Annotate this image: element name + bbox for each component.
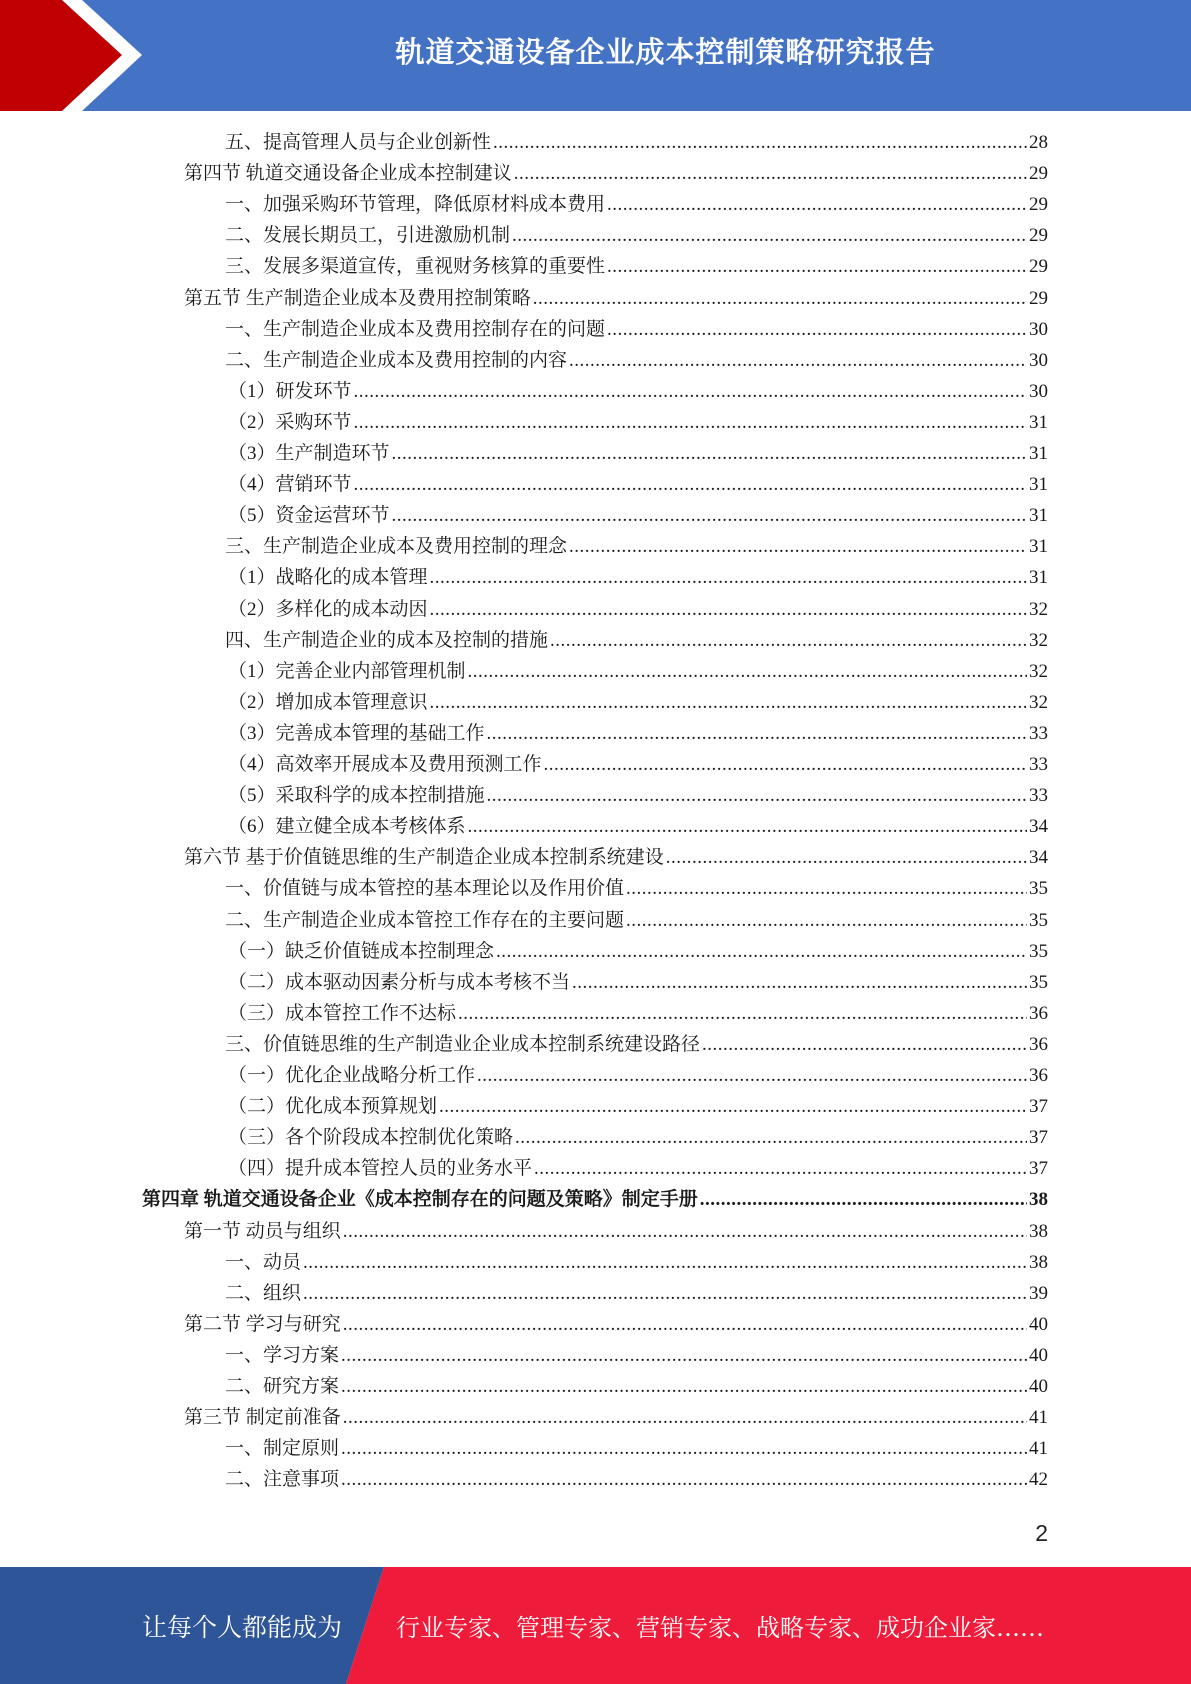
toc-entry[interactable] <box>228 749 1048 780</box>
toc-entry[interactable] <box>225 1247 1048 1278</box>
toc-dot-leader <box>343 1309 1027 1340</box>
toc-entry-page: 36 <box>1029 1002 1048 1024</box>
toc-entry[interactable] <box>228 1060 1048 1091</box>
toc-dot-leader <box>607 314 1027 345</box>
toc-entry[interactable] <box>225 189 1048 220</box>
toc-entry[interactable] <box>228 780 1048 811</box>
toc-entry[interactable] <box>184 283 1048 314</box>
toc-dot-leader <box>458 998 1027 1029</box>
toc-entry[interactable] <box>225 1278 1048 1309</box>
toc-dot-leader <box>702 1029 1027 1060</box>
toc-entry-page: 42 <box>1029 1469 1048 1491</box>
toc-dot-leader <box>341 1464 1027 1495</box>
toc-entry-title: （1）研发环节 <box>228 380 352 402</box>
footer-slogan-left: 让每个人都能成为 <box>142 1612 343 1642</box>
toc-entry-title: 一、学习方案 <box>225 1344 340 1366</box>
toc-entry-title: 三、价值链思维的生产制造业企业成本控制系统建设路径 <box>225 1033 701 1055</box>
toc-entry-title: （三）各个阶段成本控制优化策略 <box>228 1127 514 1149</box>
toc-entry[interactable] <box>228 500 1048 531</box>
toc-entry-title: 第六节 基于价值链思维的生产制造企业成本控制系统建设 <box>184 847 664 869</box>
toc-entry-title: （二）成本驱动因素分析与成本考核不当 <box>228 971 571 993</box>
toc-entry-title: （3）完善成本管理的基础工作 <box>228 722 485 744</box>
toc-entry-page: 31 <box>1029 443 1048 464</box>
toc-dot-leader <box>430 594 1027 625</box>
toc-dot-leader <box>430 687 1027 718</box>
toc-entry-title: 第四节 轨道交通设备企业成本控制建议 <box>184 163 512 185</box>
toc-entry-page: 30 <box>1029 380 1048 402</box>
toc-entry-title: （2）多样化的成本动因 <box>228 598 428 620</box>
toc-entry-page: 31 <box>1029 474 1048 496</box>
toc-dot-leader <box>430 562 1027 593</box>
toc-entry[interactable] <box>225 873 1048 904</box>
toc-dot-leader <box>607 251 1027 282</box>
toc-entry-page: 33 <box>1029 722 1048 744</box>
toc-entry-page: 31 <box>1029 411 1048 433</box>
toc-entry[interactable] <box>228 594 1048 625</box>
toc-entry-page: 29 <box>1029 194 1048 216</box>
toc-entry[interactable] <box>228 998 1048 1029</box>
toc-dot-leader <box>626 873 1027 904</box>
toc-entry[interactable] <box>225 1371 1048 1402</box>
toc-dot-leader <box>468 656 1027 687</box>
toc-entry-title: （4）营销环节 <box>228 474 352 496</box>
toc-entry-title: （四）提升成本管控人员的业务水平 <box>228 1158 533 1180</box>
toc-entry-page: 29 <box>1029 287 1048 309</box>
toc-entry-title: （2）采购环节 <box>228 411 352 433</box>
toc-dot-leader <box>496 936 1027 967</box>
toc-entry[interactable] <box>225 905 1048 936</box>
toc-entry-page: 33 <box>1029 785 1048 807</box>
toc-dot-leader <box>493 127 1027 158</box>
toc-dot-leader <box>341 1433 1027 1464</box>
toc-entry[interactable] <box>228 967 1048 998</box>
toc-entry[interactable] <box>228 687 1048 718</box>
toc-entry-title: （5）采取科学的成本控制措施 <box>228 785 485 807</box>
toc-dot-leader <box>354 469 1027 500</box>
toc-dot-leader <box>544 749 1027 780</box>
toc-entry-title: （三）成本管控工作不达标 <box>228 1002 457 1024</box>
toc-entry[interactable] <box>228 376 1048 407</box>
toc-entry-title: 一、制定原则 <box>225 1438 340 1460</box>
toc-dot-leader <box>354 376 1027 407</box>
toc-dot-leader <box>700 1184 1027 1215</box>
toc-entry[interactable] <box>228 438 1048 469</box>
toc-entry-page: 35 <box>1029 940 1048 962</box>
toc-entry-page: 39 <box>1029 1282 1048 1304</box>
toc-entry-title: （二）优化成本预算规划 <box>228 1096 438 1118</box>
header-band <box>0 0 1191 111</box>
toc-entry[interactable] <box>225 251 1048 282</box>
toc-dot-leader <box>343 1402 1027 1433</box>
toc-entry-title: 二、发展长期员工，引进激励机制 <box>225 225 511 247</box>
toc-entry-title: 二、生产制造企业成本管控工作存在的主要问题 <box>225 909 625 931</box>
document-title: 轨道交通设备企业成本控制策略研究报告 <box>395 34 936 69</box>
toc-entry[interactable] <box>228 1153 1048 1184</box>
toc-entry-title: （一）优化企业战略分析工作 <box>228 1065 476 1086</box>
toc-entry[interactable] <box>142 1184 1048 1215</box>
toc-entry-page: 41 <box>1029 1438 1048 1460</box>
toc-dot-leader <box>533 283 1027 314</box>
toc-entry[interactable] <box>228 469 1048 500</box>
toc-entry-page: 30 <box>1029 349 1048 371</box>
toc-entry-page: 32 <box>1029 598 1048 620</box>
toc-entry-page: 32 <box>1029 660 1048 682</box>
toc-entry-page: 30 <box>1029 318 1048 340</box>
toc-entry-title: 二、生产制造企业成本及费用控制的内容 <box>225 349 568 371</box>
toc-entry[interactable] <box>184 1402 1048 1433</box>
toc-dot-leader <box>341 1340 1027 1371</box>
footer-slogan-right: 行业专家、管理专家、营销专家、战略专家、成功企业家…… <box>396 1614 1044 1642</box>
toc-entry-title: 第五节 生产制造企业成本及费用控制策略 <box>184 287 531 309</box>
toc-entry-page: 37 <box>1029 1127 1048 1149</box>
toc-entry[interactable] <box>225 1433 1048 1464</box>
toc-entry-title: 第二节 学习与研究 <box>184 1313 341 1335</box>
toc-entry[interactable] <box>225 1029 1048 1060</box>
toc-entry[interactable] <box>228 811 1048 842</box>
toc-entry-page: 31 <box>1029 567 1048 589</box>
toc-entry-page: 40 <box>1029 1313 1048 1335</box>
toc-dot-leader <box>487 780 1027 811</box>
toc-entry-title: 二、组织 <box>225 1282 302 1304</box>
toc-entry-title: 一、价值链与成本管控的基本理论以及作用价值 <box>225 878 625 900</box>
toc-entry-title: （1）战略化的成本管理 <box>228 567 428 589</box>
toc-entry[interactable] <box>228 562 1048 593</box>
toc-entry[interactable] <box>228 1122 1048 1153</box>
toc-entry-page: 37 <box>1029 1096 1048 1118</box>
toc-entry-page: 29 <box>1029 225 1048 247</box>
toc-dot-leader <box>626 905 1027 936</box>
toc-dot-leader <box>439 1091 1027 1122</box>
toc-dot-leader <box>515 1122 1027 1153</box>
toc-entry-page: 36 <box>1029 1065 1048 1086</box>
toc-entry-page: 31 <box>1029 536 1048 558</box>
toc-entry-page: 31 <box>1029 505 1048 527</box>
toc-dot-leader <box>514 158 1027 189</box>
toc-entry[interactable] <box>228 1091 1048 1122</box>
toc-entry-page: 29 <box>1029 256 1048 278</box>
toc-entry[interactable] <box>184 1309 1048 1340</box>
toc-entry[interactable] <box>184 842 1048 873</box>
toc-entry-title: （3）生产制造环节 <box>228 443 390 464</box>
toc-entry[interactable] <box>225 127 1048 158</box>
toc-dot-leader <box>512 220 1027 251</box>
header-chevron-decoration <box>0 0 160 111</box>
toc-entry[interactable] <box>225 314 1048 345</box>
toc-entry-title: 一、加强采购环节管理，降低原材料成本费用 <box>225 194 606 216</box>
toc-entry-page: 36 <box>1029 1033 1048 1055</box>
toc-dot-leader <box>354 407 1027 438</box>
toc-entry-title: （一）缺乏价值链成本控制理念 <box>228 940 495 962</box>
toc-entry-page: 32 <box>1029 691 1048 713</box>
toc-entry-title: （5）资金运营环节 <box>228 505 390 527</box>
toc-entry[interactable] <box>225 345 1048 376</box>
toc-entry-page: 32 <box>1029 629 1048 651</box>
toc-dot-leader <box>343 1216 1027 1247</box>
toc-entry-title: 三、发展多渠道宣传，重视财务核算的重要性 <box>225 256 606 278</box>
toc-entry[interactable] <box>225 625 1048 656</box>
toc-entry-page: 33 <box>1029 754 1048 775</box>
toc-dot-leader <box>666 842 1027 873</box>
toc-entry-title: 三、生产制造企业成本及费用控制的理念 <box>225 536 568 558</box>
toc-entry[interactable] <box>184 158 1048 189</box>
toc-entry[interactable] <box>225 1464 1048 1495</box>
toc-entry-title: 第三节 制定前准备 <box>184 1407 341 1429</box>
toc-dot-leader <box>341 1371 1027 1402</box>
toc-entry-page: 40 <box>1029 1344 1048 1366</box>
toc-entry-title: 第四章 轨道交通设备企业《成本控制存在的问题及策略》制定手册 <box>142 1189 698 1211</box>
toc-entry-page: 37 <box>1029 1158 1048 1180</box>
toc-entry-page: 35 <box>1029 909 1048 931</box>
toc-entry-page: 28 <box>1029 132 1048 153</box>
toc-entry-page: 41 <box>1029 1407 1048 1429</box>
toc-entry[interactable] <box>228 718 1048 749</box>
toc-entry-title: 二、注意事项 <box>225 1469 340 1491</box>
toc-entry-title: （4）高效率开展成本及费用预测工作 <box>228 754 542 775</box>
toc-entry-page: 35 <box>1029 971 1048 993</box>
toc-entry-title: （6）建立健全成本考核体系 <box>228 816 466 838</box>
footer-band <box>0 1567 1191 1684</box>
toc-dot-leader <box>569 531 1027 562</box>
toc-entry-page: 35 <box>1029 878 1048 900</box>
toc-entry-title: 第一节 动员与组织 <box>184 1220 341 1242</box>
toc-entry-page: 38 <box>1029 1251 1048 1273</box>
toc-dot-leader <box>572 967 1027 998</box>
toc-entry-title: 五、提高管理人员与企业创新性 <box>225 132 492 153</box>
toc-dot-leader <box>303 1278 1027 1309</box>
toc-entry-page: 38 <box>1029 1189 1048 1211</box>
toc-entry-title: 二、研究方案 <box>225 1376 340 1397</box>
toc-entry[interactable] <box>225 1340 1048 1371</box>
toc-entry-title: （2）增加成本管理意识 <box>228 691 428 713</box>
page-number: 2 <box>1035 1520 1048 1546</box>
toc-dot-leader <box>392 500 1027 531</box>
toc-dot-leader <box>303 1247 1027 1278</box>
toc-entry-page: 38 <box>1029 1220 1048 1242</box>
toc-entry-title: （1）完善企业内部管理机制 <box>228 660 466 682</box>
toc-dot-leader <box>487 718 1027 749</box>
toc-entry[interactable] <box>228 656 1048 687</box>
toc-entry[interactable] <box>184 1216 1048 1247</box>
toc-entry-title: 一、动员 <box>225 1251 302 1273</box>
toc-entry-page: 34 <box>1029 847 1048 869</box>
toc-dot-leader <box>550 625 1027 656</box>
toc-dot-leader <box>392 438 1027 469</box>
toc-entry[interactable] <box>225 531 1048 562</box>
toc-dot-leader <box>607 189 1027 220</box>
toc-entry-page: 29 <box>1029 163 1048 185</box>
toc-dot-leader <box>468 811 1027 842</box>
toc-dot-leader <box>534 1153 1027 1184</box>
toc-entry[interactable] <box>228 407 1048 438</box>
toc-entry[interactable] <box>225 220 1048 251</box>
toc-entry-title: 一、生产制造企业成本及费用控制存在的问题 <box>225 318 606 340</box>
toc-entry-title: 四、生产制造企业的成本及控制的措施 <box>225 629 549 651</box>
toc-entry-page: 34 <box>1029 816 1048 838</box>
toc-entry[interactable] <box>228 936 1048 967</box>
toc-dot-leader <box>477 1060 1027 1091</box>
toc-dot-leader <box>569 345 1027 376</box>
toc-entry-page: 40 <box>1029 1376 1048 1397</box>
